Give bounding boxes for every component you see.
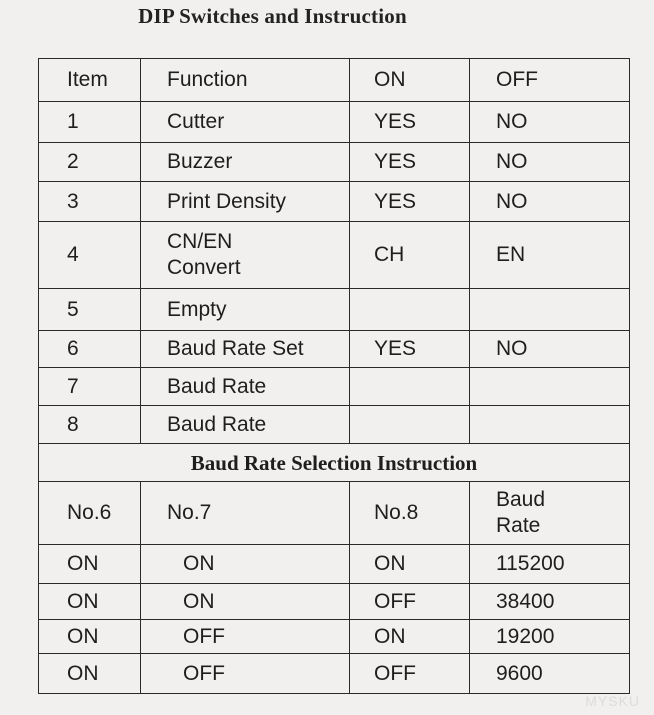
header-no6: No.6 [39,482,141,545]
cell-function: Buzzer [141,143,350,182]
table-row [39,368,630,406]
cell-no7: OFF [141,620,350,654]
cell-no8: OFF [350,584,470,620]
cell-function: Baud Rate [141,368,350,406]
baud-section-title: Baud Rate Selection Instruction [39,444,630,482]
header-baud-rate [470,482,630,545]
cell-rate: 9600 [470,654,630,694]
table-row [39,182,630,222]
cell-item: 2 [39,143,141,182]
page-title: DIP Switches and Instruction [138,4,407,28]
header-off: OFF [470,59,630,102]
table-row [39,620,630,654]
cell-no6: ON [39,654,141,694]
cell-no6: ON [39,584,141,620]
baud-section-row [39,444,630,482]
cell-item: 6 [39,331,141,368]
cell-function [141,222,350,289]
cell-item: 8 [39,406,141,444]
cell-item: 3 [39,182,141,222]
cell-off: NO [470,331,630,368]
table-row [39,406,630,444]
watermark: MYSKU [585,693,640,709]
cell-off: NO [470,102,630,143]
cell-on: YES [350,182,470,222]
header-function: Function [141,59,350,102]
cell-item: 5 [39,289,141,331]
function-line-1: CN/EN [167,230,233,253]
cell-on: YES [350,102,470,143]
cell-off [470,289,630,331]
cell-on: CH [350,222,470,289]
cell-no7: ON [141,584,350,620]
table-row [39,289,630,331]
cell-on [350,289,470,331]
table-row [39,331,630,368]
dip-switch-table [38,58,630,694]
header-no8: No.8 [350,482,470,545]
cell-no6: ON [39,620,141,654]
cell-item: 4 [39,222,141,289]
cell-off: NO [470,143,630,182]
table-row [39,143,630,182]
header-no7: No.7 [141,482,350,545]
cell-no7: ON [141,545,350,584]
header-baud-line-2: Rate [496,514,541,537]
cell-off: NO [470,182,630,222]
cell-on [350,406,470,444]
table-row [39,545,630,584]
cell-no6: ON [39,545,141,584]
table-row [39,222,630,289]
cell-no8: ON [350,545,470,584]
cell-rate: 19200 [470,620,630,654]
table-row [39,654,630,694]
table-row [39,584,630,620]
cell-function: Print Density [141,182,350,222]
baud-header-row [39,482,630,545]
cell-rate: 38400 [470,584,630,620]
cell-item: 7 [39,368,141,406]
table-header-row [39,59,630,102]
cell-off [470,406,630,444]
cell-on: YES [350,331,470,368]
cell-item: 1 [39,102,141,143]
cell-off: EN [470,222,630,289]
cell-function: Baud Rate Set [141,331,350,368]
cell-no8: OFF [350,654,470,694]
cell-function: Empty [141,289,350,331]
cell-no7: OFF [141,654,350,694]
table-row [39,102,630,143]
header-on: ON [350,59,470,102]
function-line-2: Convert [167,256,241,279]
cell-off [470,368,630,406]
cell-on [350,368,470,406]
cell-on: YES [350,143,470,182]
header-item: Item [39,59,141,102]
cell-function: Cutter [141,102,350,143]
cell-rate: 115200 [470,545,630,584]
header-baud-line-1: Baud [496,488,546,511]
cell-function: Baud Rate [141,406,350,444]
cell-no8: ON [350,620,470,654]
